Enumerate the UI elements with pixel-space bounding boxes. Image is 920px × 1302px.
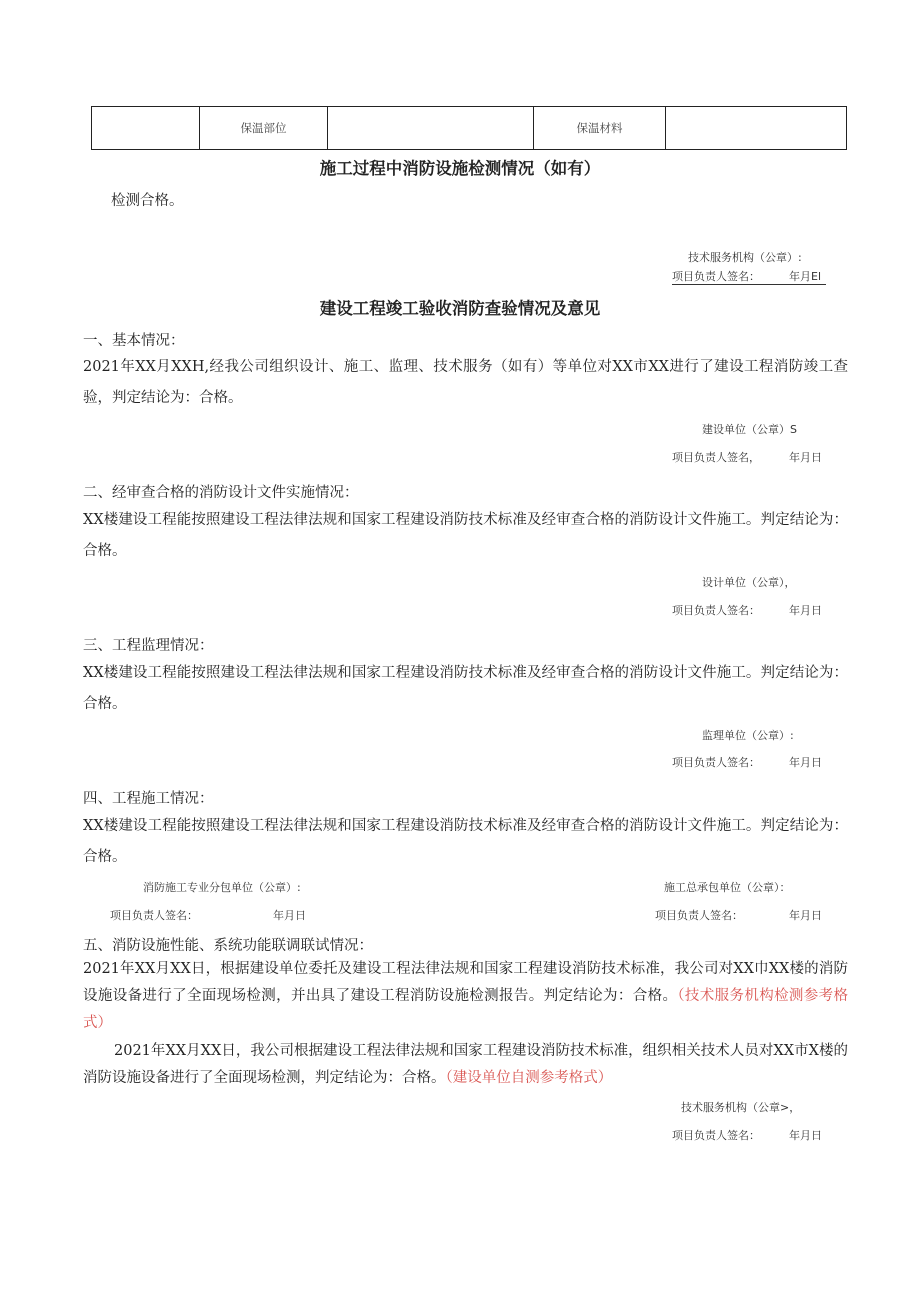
supervision-heading: 三、工程监理情况： <box>83 638 214 654</box>
design-date: 年月日 <box>789 604 822 617</box>
acceptance-title: 建设工程竣工验收消防查验情况及意见 <box>319 299 601 318</box>
table-cell-empty <box>92 107 200 150</box>
fire-test-title: 施工过程中消防设施检测情况（如有） <box>319 159 601 178</box>
design-org-seal: 设计单位（公章）， <box>702 576 796 589</box>
testing-text-1: 2021年XX月XX日，根据建设单位委托及建设工程法律法规和国家工程建设消防技术标准，我公司对XX巾XX楼的消防设施设备进行了全面现场检测，并出具了建设工程消防设施检测报告。判定结论为：合格。 <box>83 961 848 1004</box>
testing-signer: 项目负责人签名： <box>672 1129 760 1142</box>
testing-heading: 五、消防设施性能、系统功能联调联试情况： <box>83 938 373 954</box>
insulation-part-value <box>328 107 534 150</box>
fire-test-org-seal: 技术服务机构（公章）: <box>688 251 802 264</box>
basic-date: 年月日 <box>789 451 822 464</box>
basic-heading: 一、基本情况： <box>83 333 185 349</box>
testing-paragraph-2 <box>83 1038 848 1092</box>
insulation-material-label: 保温材料 <box>534 107 666 150</box>
sub-contractor-date: 年月日 <box>273 909 306 922</box>
fire-test-signer: 项目负责人签名： <box>672 270 760 283</box>
basic-signer: 项目负责人签名， <box>672 451 760 464</box>
main-contractor-org-seal: 施工总承包单位（公章）： <box>664 881 791 894</box>
main-contractor-signer: 项目负责人签名： <box>655 909 743 922</box>
testing-org-seal: 技术服务机构（公章>， <box>681 1101 801 1114</box>
insulation-part-label: 保温部位 <box>200 107 328 150</box>
construction-heading: 四、工程施工情况： <box>83 791 214 807</box>
testing-note-1: （技术服务机构检测参考格式） <box>83 988 848 1031</box>
supervision-org-seal: 监理单位（公章）: <box>702 729 794 742</box>
testing-date: 年月日 <box>789 1129 822 1142</box>
testing-paragraph-1 <box>83 956 848 1037</box>
insulation-table <box>91 106 847 150</box>
sub-contractor-signer: 项目负责人签名： <box>110 909 198 922</box>
fire-test-date: 年月El <box>789 270 822 283</box>
construction-text: XX楼建设工程能按照建设工程法律法规和国家工程建设消防技术标准及经审查合格的消防设计文件施工。判定结论为：合格。 <box>83 818 848 865</box>
testing-note-2: （建设单位自测参考格式） <box>445 1070 613 1086</box>
design-signer: 项目负责人签名： <box>672 604 760 617</box>
sub-contractor-org-seal: 消防施工专业分包单位（公章）: <box>143 881 301 894</box>
basic-org-seal: 建设单位（公章）S <box>702 423 797 436</box>
supervision-date: 年月日 <box>789 756 822 769</box>
design-heading: 二、经审查合格的消防设计文件实施情况： <box>83 485 359 501</box>
insulation-material-value <box>666 107 847 150</box>
basic-text: 2021年XX月XXH,经我公司组织设计、施工、监理、技术服务（如有）等单位对XX市XX进行了建设工程消防竣工查验，判定结论为：合格。 <box>83 359 848 406</box>
fire-test-text: 检测合格。 <box>111 193 184 209</box>
main-contractor-date: 年月日 <box>789 909 822 922</box>
fire-test-signature-line <box>672 268 826 285</box>
testing-text-2: 2021年XX月XX日，我公司根据建设工程法律法规和国家工程建设消防技术标准，组织相关技术人员对XX市X楼的消防设施设备进行了全面现场检测，判定结论为：合格。 <box>83 1043 848 1086</box>
supervision-signer: 项目负责人签名： <box>672 756 760 769</box>
supervision-text: XX楼建设工程能按照建设工程法律法规和国家工程建设消防技术标准及经审查合格的消防设计文件施工。判定结论为：合格。 <box>83 665 848 712</box>
design-text: XX楼建设工程能按照建设工程法律法规和国家工程建设消防技术标准及经审查合格的消防设计文件施工。判定结论为：合格。 <box>83 512 848 559</box>
